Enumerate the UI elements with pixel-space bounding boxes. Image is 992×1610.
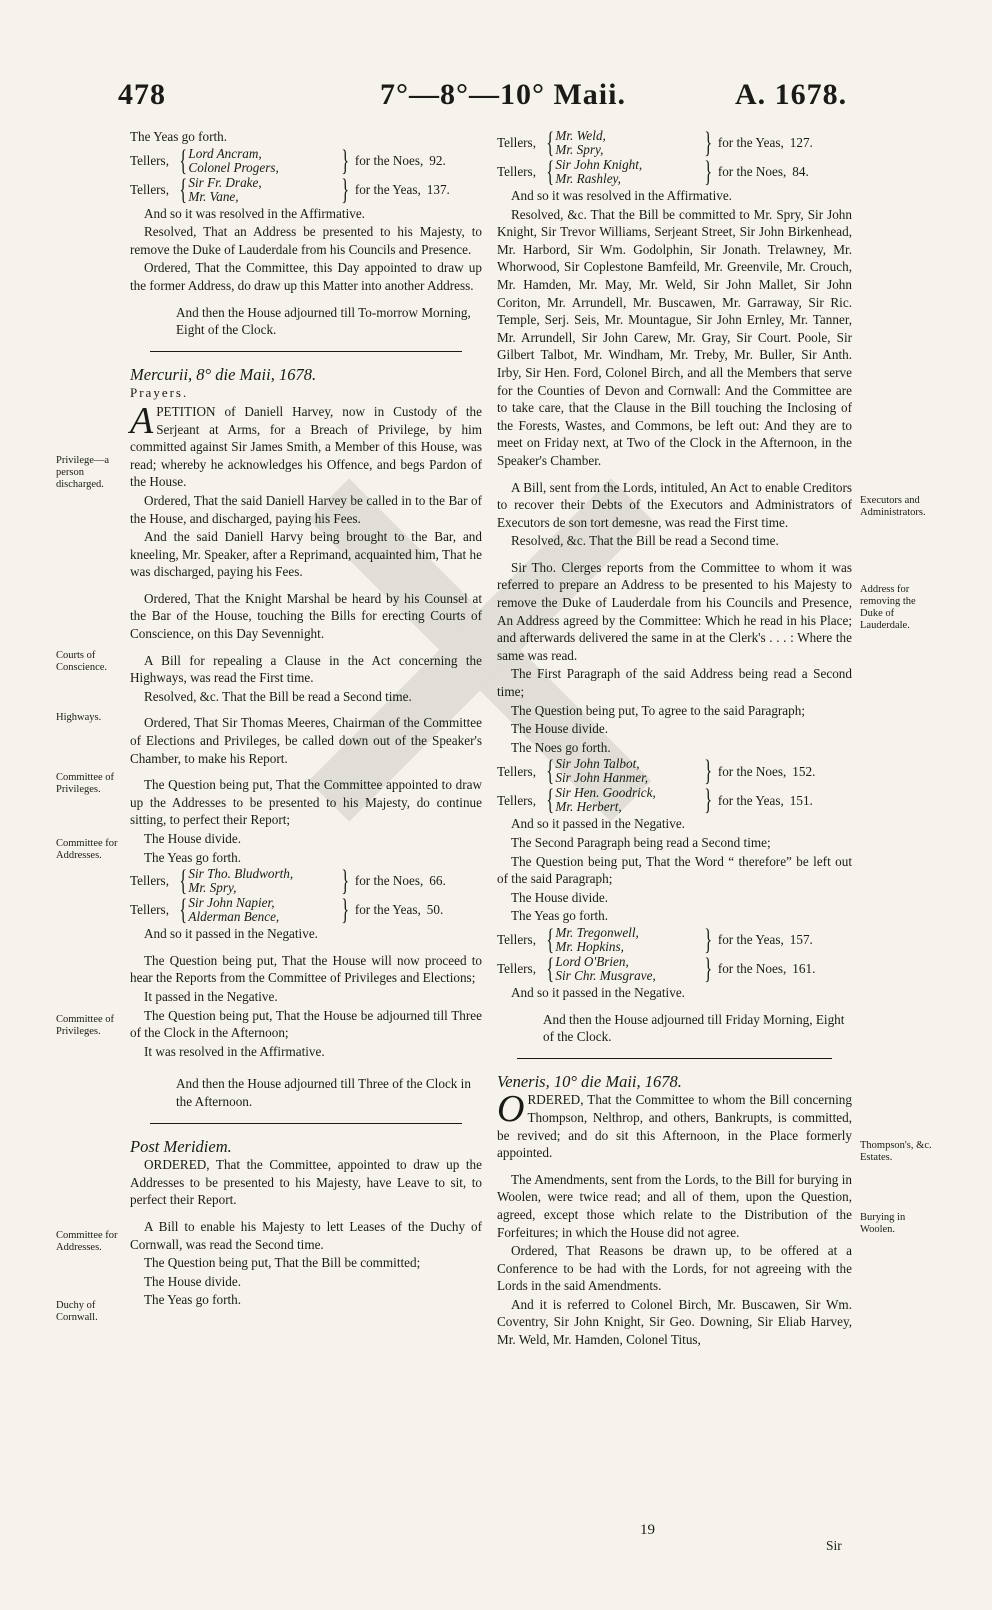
tellers-row: Tellers, { Mr. Tregonwell, Mr. Hopkins, } for the Yeas, 157. [497,922,813,956]
paragraph: Ordered, That Reasons be drawn up, to be offered at a Conference to be had with the Lords, for not agreeing with the Lords in the said Amendments. [497,1243,852,1294]
day-heading: Mercurii, 8° die Maii, 1678. [130,364,317,384]
teller-name: Mr. Rashley, [555,171,621,186]
tellers-row: Tellers, { Sir Fr. Drake, Mr. Vane, } for the Yeas, 137. [130,172,450,206]
margin-note: Privilege—a person discharged. [56,455,110,490]
vote-count: 66. [429,873,446,889]
paragraph: Resolved, &c. That the Bill be read a Second time. [511,533,779,549]
vote-count: 50. [426,902,444,918]
paragraph: The First Paragraph of the said Address being read a Second time; [497,666,852,700]
vote-count: 84. [792,164,809,180]
section-rule [150,1123,462,1124]
teller-result: for the Noes, [717,164,787,180]
tellers-row: Tellers, { Sir Hen. Goodrick, Mr. Herbert, } for the Yeas, 151. [497,783,813,817]
paragraph: Ordered, That Sir Thomas Meeres, Chairman of the Committee of Elections and Privileges, be called down out of the Speaker's Chamber, to make his Report. [130,715,482,766]
paragraph [130,399,482,491]
margin-note: Duchy of Cornwall. [56,1300,98,1323]
vote-count: 92. [429,152,446,168]
teller-name: Mr. Vane, [188,188,239,204]
adjournment: And then the House adjourned till To-morrow Morning, Eight of the Clock. [176,304,471,338]
paragraph: The Question being put, That the Word “ therefore” be left out of the said Paragraph; [497,853,852,887]
teller-name: Sir Tho. Bludworth, [188,866,294,882]
prayers-heading: Prayers. [130,385,189,401]
tellers-label: Tellers, [130,181,169,197]
right-column [497,128,852,1350]
paragraph: And so it passed in the Negative. [511,984,685,1000]
paragraph: Ordered, That the Knight Marshal be heard by his Counsel at the Bar of the House, touching the Bills for erecting Courts of Conscience, on this Day Sevennight. [130,590,482,642]
page-dates: 7°—8°—10° Maii. [380,78,626,111]
paragraph: And so it passed in the Negative. [511,816,685,832]
margin-note: Burying in Woolen. [860,1212,906,1235]
teller-result: for the Noes, [354,152,424,168]
teller-result: for the Noes, [717,763,787,779]
paragraph: Sir Tho. Clerges reports from the Committee to whom it was referred to prepare an Address to be presented to his Majesty to remove the Duke of Lauderdale from his Councils and Presence, An Address agreed by the Committee: Which he read in his Place; and afterwards delivered the same in at the Clerk's . . . : Where the same was read. [497,559,852,663]
vote-count: 157. [789,932,813,948]
tellers-row: Tellers, { Sir John Knight, Mr. Rashley, } for the Noes, 84. [497,155,809,188]
teller-name: Sir Chr. Musgrave, [555,967,656,983]
teller-name: Lord Ancram, [188,145,262,161]
paragraph: The House divide. [144,831,242,846]
paragraph [497,1088,852,1161]
teller-name: Lord O'Brien, [555,953,629,969]
signature-mark: 19 [640,1522,655,1538]
teller-name: Mr. Weld, [555,128,606,143]
post-meridiem-heading: Post Meridiem. [130,1136,232,1156]
vote-count: 152. [792,763,816,779]
paragraph: A Bill to enable his Majesty to lett Leases of the Duchy of Cornwall, was read the Second time. [130,1218,482,1252]
paragraph: The Noes go forth. [511,739,611,755]
tellers-label: Tellers, [130,902,169,918]
vote-count: 151. [789,792,813,808]
teller-name: Sir John Napier, [188,895,275,911]
teller-name: Sir Hen. Goodrick, [555,785,656,801]
paragraph: And the said Daniell Harvy being brought to the Bar, and kneeling, Mr. Speaker, after a Reprimand, acquainted him, That he was discharged, paying his Fees. [130,529,482,580]
paragraph: The Question being put, That the House will now proceed to hear the Reports from the Committee of Privileges and Elections; [130,952,482,986]
paragraph: A Bill for repealing a Clause in the Act concerning the Highways, was read the First time. [130,652,482,686]
margin-note: Highways. [56,712,102,723]
adjournment: And then the House adjourned till Three of the Clock in the Afternoon. [176,1076,471,1109]
page-number: 478 [118,78,166,111]
tellers-row: Tellers, { Lord O'Brien, Sir Chr. Musgrave, } for the Noes, 161. [497,951,816,985]
margin-note: Address for removing the Duke of Lauderdale. [860,584,916,631]
paragraph: And so it passed in the Negative. [144,926,318,942]
teller-name: Colonel Progers, [188,159,279,175]
paragraph: It was resolved in the Affirmative. [144,1043,325,1059]
paragraph: The Yeas go forth. [144,1292,242,1308]
tellers-label: Tellers, [130,152,169,168]
paragraph: A Bill, sent from the Lords, intituled, An Act to enable Creditors to recover their Debts of the Executors and Administrators of Executors de son tort demesne, was read the First time. [497,479,852,530]
tellers-label: Tellers, [130,873,169,889]
paragraph: Ordered, That the said Daniell Harvey be called in to the Bar of the House, and discharged, paying his Fees. [130,492,482,526]
petition-text: PETITION of Daniell Harvey, now in Custody of the Serjeant at Arms, for a Breach of Privilege, by him committed against Sir James Smith, a Member of this House, was read; whereby he acknowledges his Offence, and begs Pardon of the House. [130,403,482,490]
paragraph: The House divide. [144,1273,242,1289]
vote-count: 161. [792,961,816,977]
teller-name: Mr. Spry, [188,880,237,896]
margin-note: Thompson's, &c. Estates. [860,1140,932,1163]
teller-result: for the Yeas, [717,932,784,948]
vote-count: 137. [426,181,450,197]
yeas-go-forth: The Yeas go forth. [130,129,228,144]
teller-name: Mr. Spry, [555,142,604,157]
drop-cap: O [497,1088,525,1131]
teller-result: for the Yeas, [354,902,421,918]
paragraph: It passed in the Negative. [144,988,278,1004]
paragraph: And so it was resolved in the Affirmative. [144,205,365,221]
paragraph: The Question being put, That the Committee appointed to draw up the Addresses to be presented to his Majesty, do continue sitting, to perfect their Report; [130,777,482,828]
teller-result: for the Noes, [717,961,787,977]
paragraph: And it is referred to Colonel Birch, Mr. Buscawen, Sir Wm. Coventry, Sir John Knight, Sir Geo. Downing, Sir Eliab Harvey, Mr. Weld, Mr. Hamden, Colonel Titus, [497,1296,852,1348]
tellers-row: Tellers, { Sir John Napier, Alderman Bence, } for the Yeas, 50. [130,893,444,927]
tellers-label: Tellers, [497,932,536,948]
teller-result: for the Yeas, [717,135,784,151]
paragraph: Resolved, &c. That the Bill be committed to Mr. Spry, Sir John Knight, Sir Trevor Williams, Serjeant Street, Sir John Birkenhead, Mr. Harbord, Sir Wm. Godolphin, Sir Jonath. Trelawney, Mr. Whorwood, Sir Coplestone Bamfeild, Mr. Greenvile, Mr. Crouch, Mr. Hamden, Mr. May, Mr. Weld, Sir John Mallet, Sir John Coriton, Mr. Arrundell, Mr. Buscawen, Mr. Garraway, Sir Ric. Temple, Serj. Seis, Mr. Mountague, Sir John Ernley, Mr. Tanner, Mr. Arrundell, Sir John Carew, Mr. Gray, Sir Court. Poole, Sir Gilbert Talbot, Mr. Windham, Mr. Treby, Mr. Buller, Sir Anth. Irby, Sir Hen. Ford, Colonel Birch, and all the Members that serve for the Counties of Devon and Cornwall: And the Committee are to take care, that the Clause in the Bill touching the Inclosing of the Forests, Wastes, and Commons, be left out: And they are to meet on Friday next, at Two of the Clock in the Afternoon, in the Speaker's Chamber. [497,206,852,468]
tellers-row: Tellers, { Sir Tho. Bludworth, Mr. Spry, } for the Noes, 66. [130,864,446,898]
page-year: A. 1678. [735,78,848,111]
tellers-row: Tellers, { Mr. Weld, Mr. Spry, } for the Yeas, 127. [497,126,813,159]
teller-result: for the Yeas, [354,181,421,197]
paragraph: The Amendments, sent from the Lords, to the Bill for burying in Woolen, were twice read; and all of them, upon the Question, agreed, except those which relate to the Distribution of the Forfeitures; in which the House did not agree. [497,1171,852,1240]
day-heading: Veneris, 10° die Maii, 1678. [497,1071,682,1091]
margin-note: Courts of Conscience. [56,650,108,673]
tellers-label: Tellers, [497,961,536,977]
tellers-label: Tellers, [497,763,536,779]
margin-note: Committee for Addresses. [56,1230,118,1253]
paragraph: The Second Paragraph being read a Second time; [511,835,771,850]
margin-note: Committee of Privileges. [56,772,115,795]
paragraph: The Question being put, To agree to the said Paragraph; [511,702,806,718]
catchword: Sir [826,1538,842,1553]
paragraph: The Question being put, That the House be adjourned till Three of the Clock in the Afternoon; [130,1007,482,1041]
paragraph: The Yeas go forth. [144,849,242,865]
teller-result: for the Noes, [354,873,424,889]
teller-name: Sir Fr. Drake, [188,174,262,190]
adjournment: And then the House adjourned till Friday Morning, Eight of the Clock. [543,1011,845,1045]
section-rule [517,1058,832,1059]
teller-name: Alderman Bence, [188,909,280,925]
paragraph: The Question being put, That the Bill be committed; [144,1255,421,1271]
section-rule [150,351,462,352]
margin-note: Committee for Addresses. [56,838,118,861]
paragraph: ORDERED, That the Committee, appointed to draw up the Addresses to be presented to his Majesty, have Leave to sit, to perfect their Report. [130,1157,482,1208]
ordered-text: RDERED, That the Committee to whom the Bill concerning Thompson, Nelthrop, and others, Bankrupts, is committed, be revived; and do sit this Afternoon, in the Place formerly appointed. [497,1092,852,1161]
teller-name: Sir John Talbot, [555,756,640,772]
paragraph: Resolved, That an Address be presented to his Majesty, to remove the Duke of Lauderdale from his Councils and Presence. [130,224,482,257]
paragraph: The Yeas go forth. [511,908,609,924]
teller-name: Mr. Tregonwell, [555,924,639,940]
paragraph: The House divide. [511,721,609,737]
tellers-label: Tellers, [497,792,536,808]
drop-cap: A [130,399,154,442]
paragraph: Resolved, &c. That the Bill be read a Second time. [144,688,412,704]
paragraph: The House divide. [511,889,609,905]
teller-name: Mr. Hopkins, [555,938,624,954]
teller-name: Mr. Herbert, [555,799,622,815]
margin-note: Executors and Administrators. [860,495,926,518]
teller-result: for the Yeas, [717,792,784,808]
tellers-row: Tellers, { Lord Ancram, Colonel Progers, } for the Noes, 92. [130,143,446,177]
paragraph: And so it was resolved in the Affirmative. [511,188,732,203]
tellers-label: Tellers, [497,164,536,180]
teller-name: Sir John Knight, [555,157,643,172]
tellers-label: Tellers, [497,135,536,151]
teller-name: Sir John Hanmer, [555,770,649,786]
margin-note: Committee of Privileges. [56,1014,115,1037]
paragraph: Ordered, That the Committee, this Day appointed to draw up the former Address, do draw up this Matter into another Address. [130,260,482,293]
vote-count: 127. [789,135,813,151]
tellers-row: Tellers, { Sir John Talbot, Sir John Hanmer, } for the Noes, 152. [497,754,816,788]
left-column [130,128,482,1310]
